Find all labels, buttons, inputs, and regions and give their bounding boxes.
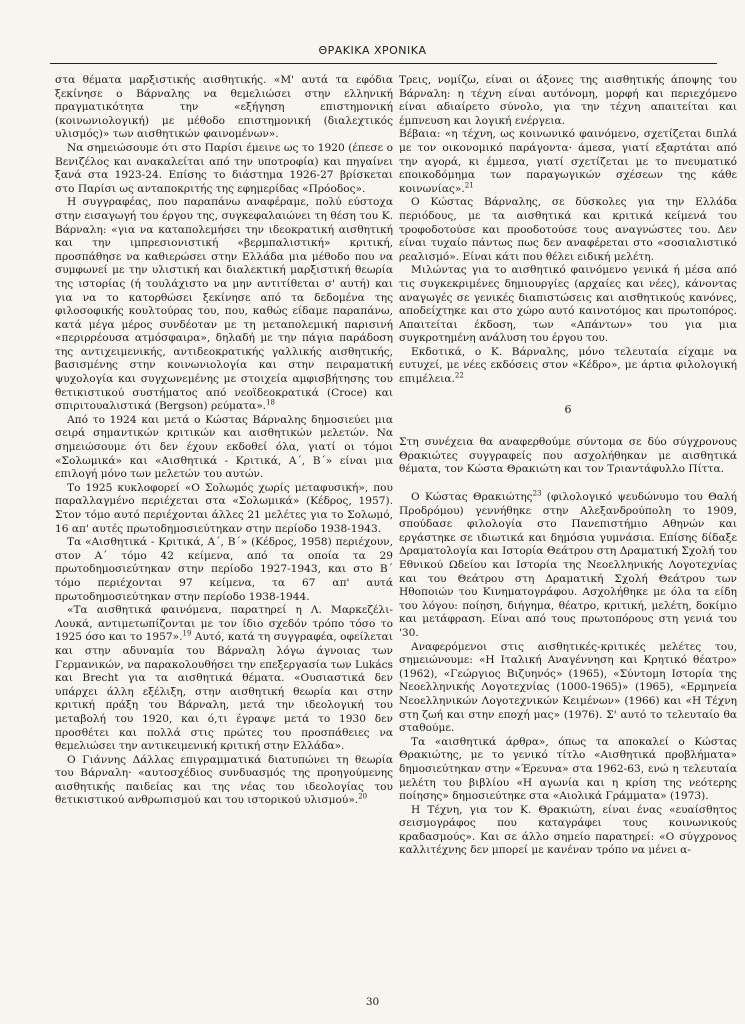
- running-head: ΘΡΑΚΙΚΑ ΧΡΟΝΙΚΑ: [318, 44, 427, 57]
- paragraph: Τα «αισθητικά άρθρα», όπως τα αποκαλεί ο Κώστας Θρακιώτης, με το γενικό τίτλο «Αισθητικά προβλήματα» δημοσιεύτηκαν στην «Έρευνα» στα 1962-63, ενώ η τελευταία μελέτη του βιβλίου «Η αγωνία και η κρίση της νεότερης ποίησης» δημοσιεύτηκε στα «Αιολικά Γράμματα» (1973).: [399, 735, 737, 803]
- paragraph-gap: [399, 477, 737, 491]
- section-number: 6: [564, 402, 572, 416]
- footnote-ref: 20: [358, 792, 368, 801]
- paragraph: Ο Γιάννης Δάλλας επιγραμματικά διατυπώνει τη θεωρία του Βάρναλη· «αυτοσχέδιος συνδυασμός της προηγούμενης αισθητικής παιδείας και της νέας του ιδεολογίας του θετικιστικού ανθρωπισμού και του ιστορικού υλισμού».$^{20}$: [55, 753, 393, 807]
- left-column: [55, 74, 393, 808]
- paragraph: στα θέματα μαρξιστικής αισθητικής. «Μ' αυτά τα εφόδια ξεκίνησε ο Βάρναλης να θεμελιώσει στην ελληνική πραγματικότητα την «εξήγηση επιστημονική (κοινωνιολογική) με μέθοδο επιστημονική (διαλεχτικός υλισμός)» των αισθητικών φαινομένων».: [55, 74, 393, 141]
- footnote-ref: 19: [182, 629, 192, 638]
- footnote-ref: 22: [454, 371, 464, 380]
- paragraph: Η συγγραφέας, που παραπάνω αναφέραμε, πολύ εύστοχα στην εισαγωγή του έργου της, συγκεφαλαιώνει τη θέση του Κ. Βάρναλη: «για να καταπολεμήσει την ιδεοκρατική αισθητική και την ιμπρεσιονιστική «βερμπαλιστική» κριτική, προσπάθησε να καθιερώσει στην Ελλάδα μια μέθοδο που να συμφωνεί με την υλιστική και διαλεκτική μαρξιστική θεωρία της ιστορίας (ή τουλάχιστο να μην αντιτίθεται σ' αυτή) και για να το κατορθώσει ξεκίνησε από τα δεδομένα της φιλοσοφικής κουλτούρας του, που, καθώς είδαμε παραπάνω, κατά μέγα μέρος συνδέοταν με τη μεταπολεμική παρισινή «περιρρέουσα ατμόσφαιρα», δηλαδή με την πάγια παράδοση της αντιχειμενικής, αντιδεοκρατικής γαλλικής αισθητικής, βασισμένης στην κοινωνιολογία και στην πειραματική ψυχολογία και συγχωνεμένης με στοιχεία αμφισβήτησης του θετικιστικού συστήματος από νεοϊδεοκρατικά (Croce) και σπιριτουαλιστικά (Bergson) ρεύματα».$^{18}$: [55, 196, 393, 413]
- paragraph: Το 1925 κυκλοφορεί «Ο Σολωμός χωρίς μεταφυσική», που παραλλαγμένο περιέχεται στα «Σολωμικά» (Κέδρος, 1957). Στον τόμο αυτό περιέχονται άλλες 21 μελέτες για το Σολωμό, 16 απ' αυτές πρωτοδημοσιεύτηκαν στην περίοδο 1938-1943.: [55, 481, 393, 535]
- page-number: 30: [365, 996, 380, 1008]
- paragraph: Τα «Αισθητικά - Κριτικά, Α΄, Β΄» (Κέδρος, 1958) περιέχουν, στον Α΄ τόμο 42 κείμενα, από τα οποία τα 29 πρωτοδημοσιεύτηκαν στην περίοδο 1927-1943, και στο Β΄ τόμο περιέχονται 97 κείμενα, τα 67 απ' αυτά πρωτοδημοσιεύτηκαν στην περίοδο 1938-1944.: [55, 536, 393, 603]
- footnote-ref: 21: [464, 181, 474, 190]
- paragraph: Βέβαια: «η τέχνη, ως κοινωνικό φαινόμενο, σχετίζεται διπλά με τον οικονομικό παράγοντα· άμεσα, γιατί εξαρτάται από την αγορά, κι έμμεσα, γιατί σχετίζεται με το πνευματικό εποικοδόμημα των παραγωγικών σχέσεων της κάθε κοινωνίας».$^{21}$: [399, 128, 737, 195]
- footnote-ref: 23: [532, 489, 542, 498]
- paragraph: «Τα αισθητικά φαινόμενα, παρατηρεί η Λ. Μαρκεζέλι-Λουκά, αντιμετωπίζονται με τον ίδιο σχεδόν τρόπο τόσο το 1925 όσο και το 1957».$^{19}$ Αυτό, κατά τη συγγραφέα, οφείλεται και στην αδυναμία του Βάρναλη λόγω άγνοιας των Γερμανικών, να παρακολουθήσει την επεξεργασία των Lukács και Brecht για τα αισθητικά θέματα. «Ουσιαστικά δεν υπάρχει άλλη εξέλιξη, στην αισθητική θεωρία και στην κριτική πράξη του Βάρναλη, μετά την ιδεολογική του μεταβολή του 1920, και ό,τι έγραψε μετά το 1930 δεν προσθέτει και πολλά στις πρώτες του προσπάθειες να θεμελιώσει την αντικειμενική κριτική στην Ελλάδα».: [55, 604, 393, 753]
- paragraph: Αναφερόμενοι στις αισθητικές-κριτικές μελέτες του, σημειώνουμε: «Η Ιταλική Αναγέννηση και Κρητικό θέατρο» (1962), «Γεώργιος Βιζυηνός» (1965), «Σύντομη Ιστορία της Νεοελληνικής Λογοτεχνίας (1000-1965)» (1965), «Ερμηνεία Νεοελληνικών Λογοτεχνικών Κειμένων» (1966) και «Η Τέχνη στη ζωή και στην εποχή μας» (1976). Σ' αυτό το τελευταίο θα σταθούμε.: [399, 640, 737, 735]
- footnote-ref: 18: [266, 398, 275, 407]
- paragraph: Η Τέχνη, για τον Κ. Θρακιώτη, είναι ένας «ευαίσθητος σεισμογράφος που καταγράφει τους κοινωνικούς κραδασμούς». Και σε άλλο σημείο παρατηρεί: «Ο σύγχρονος καλλιτέχνης δεν μπορεί με κανέναν τρόπο να μένει α-: [399, 803, 737, 857]
- paragraph: Μιλώντας για το αισθητικό φαινόμενο γενικά ή μέσα από τις συγκεκριμένες δημιουργίες (αρχαίες και νέες), κάνοντας αναγωγές σε γενικές διαπιστώσεις και αισθητικούς κανόνες, αποδείχτηκε και στο χώρο αυτό καινοτόμος και πρωτοπόρος. Απαιτείται έκδοση, των «Απάντων» του για μια συγκροτημένη ανάλυση του έργου του.: [399, 264, 737, 345]
- paragraph: Να σημειώσουμε ότι στο Παρίσι έμεινε ως το 1920 (έπεσε ο Βενιζέλος και ανακαλείται από την υποτροφία) και πηγαίνει ξανά στα 1923-24. Επίσης το διάστημα 1926-27 βρίσκεται στο Παρίσι ως ανταποκριτής της εφημερίδας «Πρόοδος».: [55, 141, 393, 195]
- header-rule: [50, 63, 717, 64]
- paragraph: Στη συνέχεια θα αναφερθούμε σύντομα σε δύο σύγχρονους Θρακιώτες συγγραφείς που ασχολήθηκαν με αισθητικά θέματα, τον Κώστα Θρακιώτη και τον Τριαντάφυλλο Πίττα.: [399, 436, 737, 476]
- paragraph: Ο Κώστας Βάρναλης, σε δύσκολες για την Ελλάδα περιόδους, με τα αισθητικά και κριτικά κείμενά του τροφοδοτούσε και προοδοτούσε τους αναγνώστες του. Δεν είναι τυχαίο πάντως πως δεν αναφέρεται στο «σοσιαλιστικό ρεαλισμό». Είναι κάτι που θέλει ειδική μελέτη.: [399, 196, 737, 263]
- paragraph: Από το 1924 και μετά ο Κώστας Βάρναλης δημοσιεύει μια σειρά σημαντικών κριτικών και αισθητικών μελετών. Να σημειώσουμε ότι δεν έχουν εκδοθεί όλα, γιατί οι τόμοι «Σολωμικά» και «Αισθητικά - Κριτικά, Α΄, Β΄» είναι μια επιλογή μόνο των μελετών του αυτών.: [55, 413, 393, 481]
- paragraph: Τρεις, νομίζω, είναι οι άξονες της αισθητικής άποψης του Βάρναλη: η τέχνη είναι αυτόνομη, μορφή και περιεχόμενο είναι αδιαίρετο σύνολο, για την τέχνη απαιτείται και έμπνευση και λογική ενέργεια.: [399, 74, 737, 127]
- right-column: [399, 74, 737, 858]
- paragraph: Ο Κώστας Θρακιώτης$^{23}$ (φιλολογικό ψευδώνυμο του Θαλή Προδρόμου) γεννήθηκε στην Αλεξανδρούπολη το 1909, σπούδασε φιλολογία στο Πανεπιστήμιο Αθηνών και εργάστηκε σε ιδιωτικά και δημόσια γυμνάσια. Επίσης δίδαξε Δραματολογία και Ιστορία Θεάτρου στη Δραματική Σχολή του Εθνικού Ωδείου και Ιστορία της Νεοελληνικής Λογοτεχνίας και του Θεάτρου στη Δραματική Σχολή Θεάτρου των Ηθοποιών του Κινηματογράφου. Ασχολήθηκε με όλα τα είδη του λόγου: ποίηση, διήγημα, θέατρο, κριτική, μελέτη, δοκίμιο και μετάφραση. Είναι από τους πρωτοπόρους στη γενιά του '30.: [399, 489, 737, 639]
- paragraph: Εκδοτικά, ο Κ. Βάρναλης, μόνο τελευταία είχαμε να ευτυχεί, με νέες εκδόσεις στον «Κέδρο», με άρτια φιλολογική επιμέλεια.$^{22}$: [399, 345, 737, 386]
